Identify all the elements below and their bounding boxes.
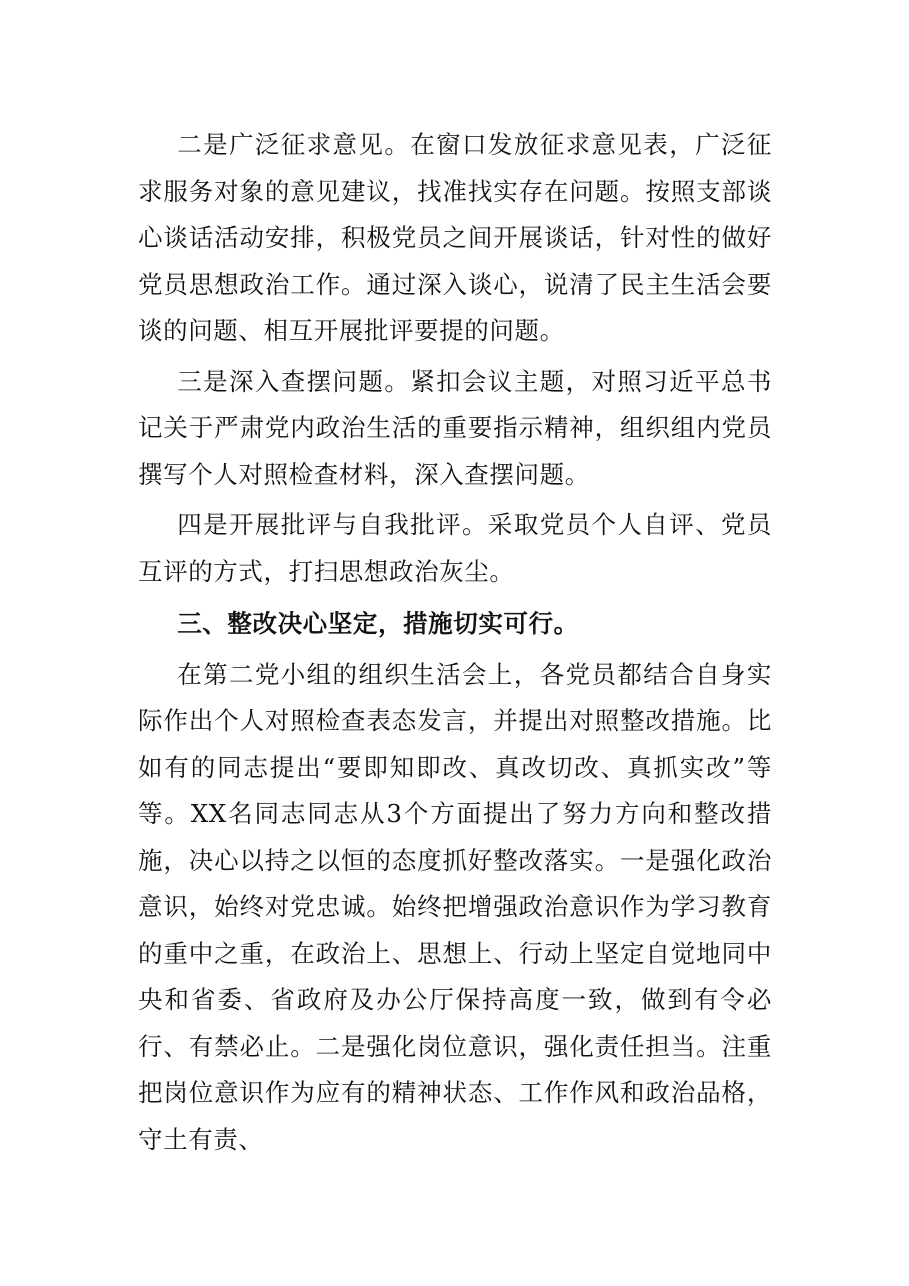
paragraph-identify-problems: 三是深入查摆问题。紧扣会议主题，对照习近平总书记关于严肃党内政治生活的重要指示精神，组织组内党员撰写个人对照检查材料，深入查摆问题。 (138, 366, 772, 489)
paragraph-rectification: 在第二党小组的组织生活会上，各党员都结合自身实际作出个人对照检查表态发言，并提出对照整改措施。比如有的同志提出“要即知即改、真改切改、真抓实改”等等。XX名同志同志从3个方面提出了努力方向和整改措施，决心以持之以恒的态度抓好整改落实。一是强化政治意识，始终对党忠诚。始终把增强政治意识作为学习教育的重中之重，在政治上、思想上、行动上坚定自觉地同中央和省委、省政府及办公厅保持高度一致，做到有令必行、有禁必止。二是强化岗位意识，强化责任担当。注重把岗位意识作为应有的精神状态、工作作风和政治品格，守土有责、 (138, 659, 772, 1154)
paragraph-criticism: 四是开展批评与自我批评。采取党员个人自评、党员互评的方式，打扫思想政治灰尘。 (138, 510, 772, 586)
paragraph-solicit-opinions: 二是广泛征求意见。在窗口发放征求意见表，广泛征求服务对象的意见建议，找准找实存在问题。按照支部谈心谈话活动安排，积极党员之间开展谈话，针对性的做好党员思想政治工作。通过深入谈心，说清了民主生活会要谈的问题、相互开展批评要提的问题。 (138, 130, 772, 345)
section-heading: 三、整改决心坚定，措施切实可行。 (177, 609, 579, 638)
document-body (138, 122, 772, 1163)
